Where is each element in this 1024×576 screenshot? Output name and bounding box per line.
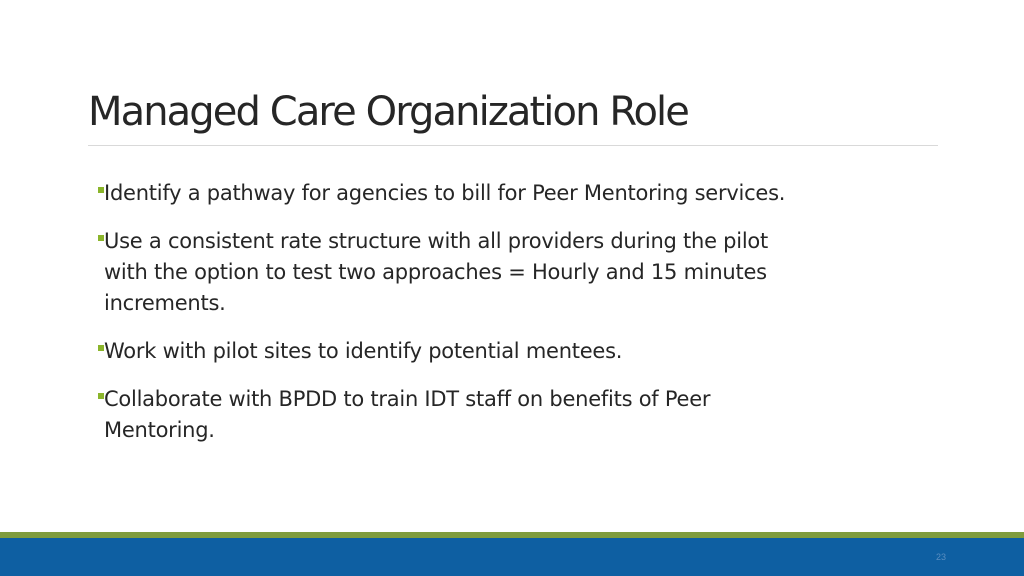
bullet-text: Collaborate with BPDD to train IDT staff on benefits of Peer Mentoring. — [104, 387, 711, 442]
bullet-item-3 — [98, 336, 928, 367]
square-bullet-icon — [98, 187, 104, 193]
slide-number: 23 — [935, 552, 946, 562]
square-bullet-icon — [98, 393, 104, 399]
slide-title: Managed Care Organization Role — [88, 89, 688, 135]
title-divider — [88, 145, 938, 146]
bullet-item-1 — [98, 178, 928, 209]
bullet-item-2 — [98, 226, 928, 319]
square-bullet-icon — [98, 345, 104, 351]
bullet-list — [98, 178, 928, 463]
bullet-text: Use a consistent rate structure with all providers during the pilot with the option to test two approaches = Hourly and 15 minutes increments. — [104, 229, 768, 315]
square-bullet-icon — [98, 235, 104, 241]
bullet-text: Work with pilot sites to identify potential mentees. — [104, 339, 623, 363]
footer-band — [0, 538, 1024, 576]
bullet-text: Identify a pathway for agencies to bill for Peer Mentoring services. — [104, 181, 786, 205]
bullet-item-4 — [98, 384, 928, 446]
